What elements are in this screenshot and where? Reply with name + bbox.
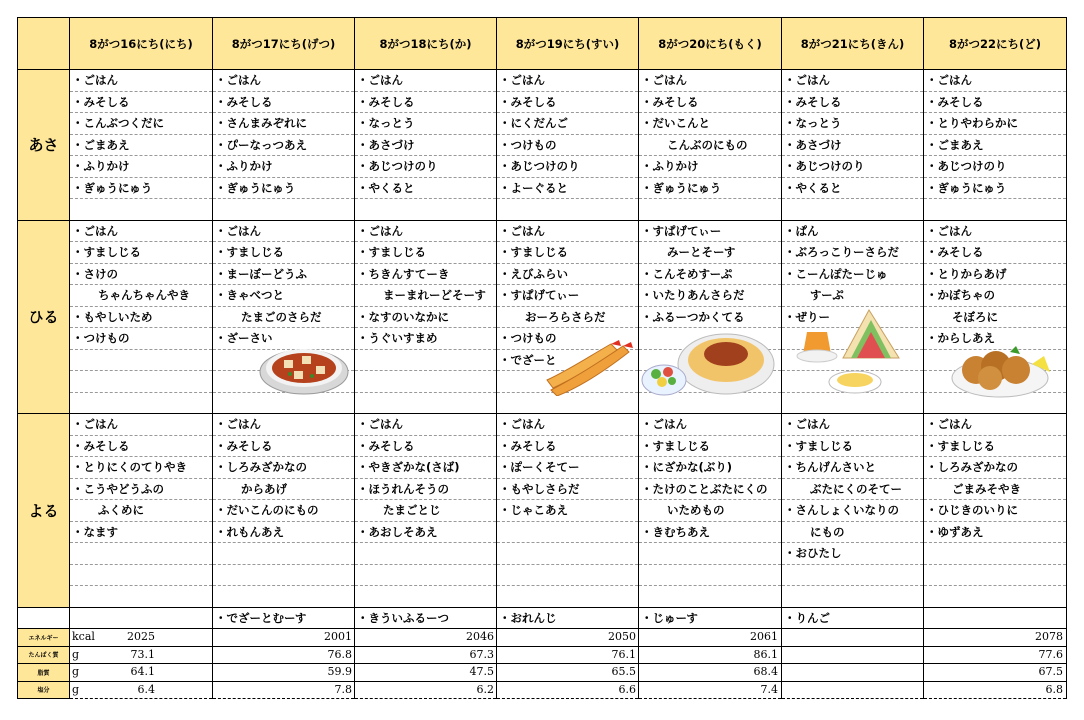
nutrition-cell bbox=[70, 681, 213, 699]
snack-label bbox=[18, 607, 70, 629]
meal-row bbox=[18, 500, 1067, 522]
menu-item: ・あさづけ bbox=[782, 134, 924, 156]
menu-item: ・あじつけのり bbox=[782, 156, 924, 178]
day-header: 8がつ19にち(すい) bbox=[497, 18, 639, 70]
meal-row bbox=[18, 564, 1067, 586]
menu-item: ・えびふらい bbox=[497, 263, 639, 285]
menu-item bbox=[497, 199, 639, 221]
menu-item: こんぶのにもの bbox=[639, 134, 782, 156]
menu-item: ・すぱげてぃー bbox=[497, 285, 639, 307]
nutrition-cell bbox=[639, 646, 782, 664]
meal-row bbox=[18, 586, 1067, 608]
menu-item bbox=[355, 371, 497, 393]
menu-item: ・なます bbox=[70, 521, 213, 543]
fried-shrimp-icon bbox=[545, 340, 633, 396]
nutrition-label: エネルギー bbox=[18, 629, 70, 647]
menu-item: ・ざーさい bbox=[213, 328, 355, 350]
menu-item: ・ごはん bbox=[782, 70, 924, 92]
menu-item: ・ごはん bbox=[355, 220, 497, 242]
menu-item: ・あじつけのり bbox=[355, 156, 497, 178]
menu-item: ・さけの bbox=[70, 263, 213, 285]
menu-item: ・あじつけのり bbox=[497, 156, 639, 178]
day-header: 8がつ16にち(にち) bbox=[70, 18, 213, 70]
menu-item: ・やきざかな(さば) bbox=[355, 457, 497, 479]
meal-row bbox=[18, 543, 1067, 565]
menu-item: ・すましじる bbox=[70, 242, 213, 264]
menu-item bbox=[639, 543, 782, 565]
menu-item: ・ひじきのいりに bbox=[924, 500, 1067, 522]
menu-item bbox=[782, 586, 924, 608]
nutrition-row bbox=[18, 629, 1067, 647]
nutrition-value: 2046 bbox=[466, 630, 494, 643]
menu-item: ごまみそやき bbox=[924, 478, 1067, 500]
nutrition-value: 6.8 bbox=[1045, 682, 1063, 696]
nutrition-row bbox=[18, 646, 1067, 664]
jelly-sandwich-soup-icon bbox=[793, 306, 921, 394]
meal-row bbox=[18, 220, 1067, 242]
nutrition-value: 67.5 bbox=[1038, 665, 1063, 678]
menu-item: ・やくると bbox=[355, 177, 497, 199]
nutrition-value: 86.1 bbox=[753, 647, 778, 661]
menu-item: ・やくると bbox=[782, 177, 924, 199]
nutrition-cell bbox=[924, 664, 1067, 682]
menu-item: ・みそしる bbox=[70, 435, 213, 457]
menu-item: ・みそしる bbox=[924, 91, 1067, 113]
menu-item: たまごとじ bbox=[355, 500, 497, 522]
menu-item: ・ごはん bbox=[497, 220, 639, 242]
nutrition-cell bbox=[355, 646, 497, 664]
nutrition-value: 2001 bbox=[324, 630, 352, 643]
menu-item bbox=[639, 564, 782, 586]
nutrition-value: 47.5 bbox=[469, 665, 494, 678]
menu-item bbox=[355, 349, 497, 371]
menu-item: ・みそしる bbox=[782, 91, 924, 113]
menu-item: ・ごはん bbox=[497, 70, 639, 92]
meal-label-asa: あさ bbox=[18, 70, 70, 221]
nutrition-value: 77.6 bbox=[1038, 647, 1063, 661]
nutrition-cell bbox=[497, 646, 639, 664]
day-header: 8がつ20にち(もく) bbox=[639, 18, 782, 70]
menu-item: ・にくだんご bbox=[497, 113, 639, 135]
menu-item: ・もやしさらだ bbox=[497, 478, 639, 500]
nutrition-cell bbox=[70, 664, 213, 682]
nutrition-cell bbox=[213, 629, 355, 647]
menu-item: ・ぎゅうにゅう bbox=[213, 177, 355, 199]
menu-item: ・ごまあえ bbox=[924, 134, 1067, 156]
day-header: 8がつ22にち(ど) bbox=[924, 18, 1067, 70]
snack-item: ・じゅーす bbox=[639, 607, 782, 629]
corner-cell bbox=[18, 18, 70, 70]
menu-item bbox=[497, 543, 639, 565]
menu-item bbox=[70, 349, 213, 371]
nutrition-value: 7.8 bbox=[334, 682, 352, 696]
menu-item: おーろらさらだ bbox=[497, 306, 639, 328]
nutrition-cell bbox=[213, 664, 355, 682]
menu-item: そぼろに bbox=[924, 306, 1067, 328]
menu-item bbox=[924, 564, 1067, 586]
menu-item: ・ぎゅうにゅう bbox=[639, 177, 782, 199]
karaage-icon bbox=[950, 344, 1054, 398]
menu-item: ・みそしる bbox=[497, 435, 639, 457]
snack-item: ・おれんじ bbox=[497, 607, 639, 629]
nutrition-value: 2050 bbox=[608, 630, 636, 643]
meal-label-yoru: よる bbox=[18, 414, 70, 608]
menu-item: ・じゃこあえ bbox=[497, 500, 639, 522]
menu-item bbox=[355, 392, 497, 414]
menu-item: いためもの bbox=[639, 500, 782, 522]
menu-item: ・すましじる bbox=[213, 242, 355, 264]
meal-row bbox=[18, 414, 1067, 436]
menu-item: ・とりやわらかに bbox=[924, 113, 1067, 135]
menu-item bbox=[355, 564, 497, 586]
menu-item: ・ゆずあえ bbox=[924, 521, 1067, 543]
menu-item: ・おひたし bbox=[782, 543, 924, 565]
menu-item: ・みそしる bbox=[924, 242, 1067, 264]
menu-item bbox=[213, 199, 355, 221]
nutrition-cell bbox=[924, 629, 1067, 647]
nutrition-cell bbox=[497, 664, 639, 682]
menu-item bbox=[70, 392, 213, 414]
menu-item: ・とりにくのてりやき bbox=[70, 457, 213, 479]
menu-item: ・ぜりー bbox=[782, 306, 924, 328]
nutrition-value: 2061 bbox=[750, 630, 778, 643]
menu-item: ・なっとう bbox=[782, 113, 924, 135]
menu-item: ・みそしる bbox=[355, 91, 497, 113]
menu-item: ・こんぶつくだに bbox=[70, 113, 213, 135]
nutrition-cell bbox=[355, 681, 497, 699]
menu-item: ・ごはん bbox=[924, 70, 1067, 92]
menu-item: ・たけのことぶたにくの bbox=[639, 478, 782, 500]
day-header: 8がつ21にち(きん) bbox=[782, 18, 924, 70]
meal-row bbox=[18, 457, 1067, 479]
nutrition-cell bbox=[355, 629, 497, 647]
menu-item: ・すましじる bbox=[355, 242, 497, 264]
menu-item: ・ふりかけ bbox=[213, 156, 355, 178]
menu-item: ・さんしょくいなりの bbox=[782, 500, 924, 522]
menu-item: ・にざかな(ぶり) bbox=[639, 457, 782, 479]
nutrition-value: 64.1 bbox=[130, 665, 155, 678]
snack-item: ・きういふるーつ bbox=[355, 607, 497, 629]
menu-item: ・すましじる bbox=[639, 435, 782, 457]
menu-item bbox=[355, 543, 497, 565]
menu-item: ・つけもの bbox=[497, 134, 639, 156]
snack-item: ・りんご bbox=[782, 607, 924, 629]
menu-item: ・ちんげんさいと bbox=[782, 457, 924, 479]
menu-item: ・しろみざかなの bbox=[924, 457, 1067, 479]
spaghetti-salad-icon bbox=[640, 326, 776, 398]
menu-item bbox=[497, 564, 639, 586]
nutrition-value: 67.3 bbox=[469, 647, 494, 661]
menu-item: ・ふるーつかくてる bbox=[639, 306, 782, 328]
meal-row bbox=[18, 177, 1067, 199]
menu-item bbox=[70, 586, 213, 608]
menu-item: ・うぐいすまめ bbox=[355, 328, 497, 350]
nutrition-cell bbox=[213, 646, 355, 664]
menu-item: ・ぱん bbox=[782, 220, 924, 242]
menu-item bbox=[70, 199, 213, 221]
menu-item bbox=[782, 199, 924, 221]
menu-item: ・ぽーくそてー bbox=[497, 457, 639, 479]
menu-item: ・つけもの bbox=[70, 328, 213, 350]
nutrition-value: 76.8 bbox=[327, 647, 352, 661]
menu-item: ・みそしる bbox=[497, 91, 639, 113]
menu-item: ・だいこんと bbox=[639, 113, 782, 135]
menu-item: ・すましじる bbox=[782, 435, 924, 457]
menu-item bbox=[924, 586, 1067, 608]
nutrition-value: 2078 bbox=[1035, 630, 1063, 643]
nutrition-value: 6.2 bbox=[476, 682, 494, 696]
snack-item bbox=[70, 607, 213, 629]
meal-row bbox=[18, 91, 1067, 113]
menu-item: ・きむちあえ bbox=[639, 521, 782, 543]
meal-row bbox=[18, 113, 1067, 135]
meal-row bbox=[18, 263, 1067, 285]
menu-item: ・ちきんすてーき bbox=[355, 263, 497, 285]
mapo-tofu-icon bbox=[258, 340, 350, 396]
menu-item: まーまれーどそーす bbox=[355, 285, 497, 307]
menu-item bbox=[70, 371, 213, 393]
menu-item: ・こーんぽたーじゅ bbox=[782, 263, 924, 285]
menu-item: ・すぱげてぃー bbox=[639, 220, 782, 242]
menu-item: たまごのさらだ bbox=[213, 306, 355, 328]
menu-item: ・でざーと bbox=[497, 349, 639, 371]
menu-item: ・ふりかけ bbox=[70, 156, 213, 178]
menu-item: ・きゃべつと bbox=[213, 285, 355, 307]
nutrition-value: 6.4 bbox=[137, 682, 155, 696]
menu-item bbox=[497, 586, 639, 608]
meal-row bbox=[18, 435, 1067, 457]
menu-item: ・ほうれんそうの bbox=[355, 478, 497, 500]
menu-item: ・ぴーなっつあえ bbox=[213, 134, 355, 156]
menu-item bbox=[639, 199, 782, 221]
nutrition-label: 塩分 bbox=[18, 681, 70, 699]
menu-item: ・すましじる bbox=[924, 435, 1067, 457]
menu-item: ・ごはん bbox=[70, 70, 213, 92]
menu-item: ・ごはん bbox=[70, 220, 213, 242]
nutrition-cell bbox=[782, 681, 924, 699]
nutrition-unit: g bbox=[72, 682, 80, 696]
snack-item bbox=[924, 607, 1067, 629]
menu-item: ・ごはん bbox=[639, 414, 782, 436]
menu-item: ・ごまあえ bbox=[70, 134, 213, 156]
menu-item: ・あじつけのり bbox=[924, 156, 1067, 178]
menu-item: ・ごはん bbox=[782, 414, 924, 436]
nutrition-unit: kcal bbox=[72, 630, 95, 643]
nutrition-value: 68.4 bbox=[753, 665, 778, 678]
header-row bbox=[18, 18, 1067, 70]
nutrition-label: たんぱく質 bbox=[18, 646, 70, 664]
menu-item: ・しろみざかなの bbox=[213, 457, 355, 479]
nutrition-cell bbox=[639, 664, 782, 682]
menu-item: ・ごはん bbox=[924, 414, 1067, 436]
menu-item: ・とりからあげ bbox=[924, 263, 1067, 285]
menu-item: ・もやしいため bbox=[70, 306, 213, 328]
meal-row bbox=[18, 156, 1067, 178]
meal-row bbox=[18, 242, 1067, 264]
nutrition-row bbox=[18, 664, 1067, 682]
nutrition-cell bbox=[497, 629, 639, 647]
meal-row bbox=[18, 134, 1067, 156]
menu-item: ・ふりかけ bbox=[639, 156, 782, 178]
meal-row bbox=[18, 199, 1067, 221]
menu-item: ・ごはん bbox=[213, 220, 355, 242]
day-header: 8がつ17にち(げつ) bbox=[213, 18, 355, 70]
nutrition-value: 73.1 bbox=[130, 647, 155, 661]
menu-item: ・ぎゅうにゅう bbox=[924, 177, 1067, 199]
menu-item: ・ごはん bbox=[70, 414, 213, 436]
nutrition-cell bbox=[355, 664, 497, 682]
menu-item: ・なすのいなかに bbox=[355, 306, 497, 328]
menu-item bbox=[782, 564, 924, 586]
menu-item: ・つけもの bbox=[497, 328, 639, 350]
nutrition-cell bbox=[497, 681, 639, 699]
snack-item: ・でざーとむーす bbox=[213, 607, 355, 629]
menu-item: ・みそしる bbox=[213, 435, 355, 457]
menu-item: すーぷ bbox=[782, 285, 924, 307]
snack-row bbox=[18, 607, 1067, 629]
menu-item bbox=[70, 564, 213, 586]
menu-item: ふくめに bbox=[70, 500, 213, 522]
menu-item: みーとそーす bbox=[639, 242, 782, 264]
menu-item: ・だいこんのにもの bbox=[213, 500, 355, 522]
menu-item: からあげ bbox=[213, 478, 355, 500]
menu-item: ・ごはん bbox=[924, 220, 1067, 242]
menu-item: ちゃんちゃんやき bbox=[70, 285, 213, 307]
menu-item bbox=[924, 199, 1067, 221]
nutrition-cell bbox=[782, 664, 924, 682]
nutrition-cell bbox=[782, 629, 924, 647]
nutrition-cell bbox=[924, 646, 1067, 664]
nutrition-value: 2025 bbox=[127, 630, 155, 643]
menu-item: ・よーぐると bbox=[497, 177, 639, 199]
nutrition-value: 76.1 bbox=[611, 647, 636, 661]
menu-item: ・ごはん bbox=[213, 414, 355, 436]
nutrition-row bbox=[18, 681, 1067, 699]
menu-item: ・こうやどうふの bbox=[70, 478, 213, 500]
menu-item: ・からしあえ bbox=[924, 328, 1067, 350]
menu-item: ・こんそめすーぷ bbox=[639, 263, 782, 285]
nutrition-cell bbox=[213, 681, 355, 699]
nutrition-value: 7.4 bbox=[760, 682, 778, 696]
nutrition-value: 59.9 bbox=[327, 665, 352, 678]
menu-item: ・みそしる bbox=[355, 435, 497, 457]
menu-item bbox=[213, 586, 355, 608]
nutrition-cell bbox=[639, 681, 782, 699]
meal-row bbox=[18, 521, 1067, 543]
nutrition-value: 6.6 bbox=[618, 682, 636, 696]
menu-item bbox=[70, 543, 213, 565]
menu-item: ・みそしる bbox=[213, 91, 355, 113]
menu-item bbox=[213, 543, 355, 565]
nutrition-unit: g bbox=[72, 665, 80, 678]
meal-row bbox=[18, 392, 1067, 414]
menu-item bbox=[639, 586, 782, 608]
menu-item: にもの bbox=[782, 521, 924, 543]
nutrition-cell bbox=[924, 681, 1067, 699]
menu-item: ・ごはん bbox=[355, 414, 497, 436]
menu-item: ・いたりあんさらだ bbox=[639, 285, 782, 307]
menu-item bbox=[355, 586, 497, 608]
menu-item bbox=[355, 199, 497, 221]
menu-item: ・すましじる bbox=[497, 242, 639, 264]
menu-item bbox=[497, 521, 639, 543]
menu-item: ・なっとう bbox=[355, 113, 497, 135]
menu-item: ぶたにくのそてー bbox=[782, 478, 924, 500]
menu-item: ・ごはん bbox=[355, 70, 497, 92]
nutrition-cell bbox=[782, 646, 924, 664]
menu-item: ・ごはん bbox=[213, 70, 355, 92]
menu-item: ・ぎゅうにゅう bbox=[70, 177, 213, 199]
nutrition-cell bbox=[70, 646, 213, 664]
menu-item bbox=[782, 392, 924, 414]
meal-row bbox=[18, 478, 1067, 500]
nutrition-label: 脂質 bbox=[18, 664, 70, 682]
nutrition-unit: g bbox=[72, 647, 80, 661]
meal-label-hiru: ひる bbox=[18, 220, 70, 414]
meal-row bbox=[18, 70, 1067, 92]
menu-item: ・ごはん bbox=[639, 70, 782, 92]
menu-item: ・ぶろっこりーさらだ bbox=[782, 242, 924, 264]
menu-item: ・れもんあえ bbox=[213, 521, 355, 543]
menu-item: ・みそしる bbox=[70, 91, 213, 113]
menu-item: ・まーぼーどうふ bbox=[213, 263, 355, 285]
nutrition-value: 65.5 bbox=[611, 665, 636, 678]
nutrition-cell bbox=[70, 629, 213, 647]
menu-item: ・あおしそあえ bbox=[355, 521, 497, 543]
menu-item: ・かぼちゃの bbox=[924, 285, 1067, 307]
menu-item: ・みそしる bbox=[639, 91, 782, 113]
menu-item bbox=[213, 564, 355, 586]
menu-item: ・あさづけ bbox=[355, 134, 497, 156]
nutrition-cell bbox=[639, 629, 782, 647]
meal-row bbox=[18, 285, 1067, 307]
menu-item: ・さんまみぞれに bbox=[213, 113, 355, 135]
menu-item: ・ごはん bbox=[497, 414, 639, 436]
menu-item bbox=[924, 543, 1067, 565]
day-header: 8がつ18にち(か) bbox=[355, 18, 497, 70]
